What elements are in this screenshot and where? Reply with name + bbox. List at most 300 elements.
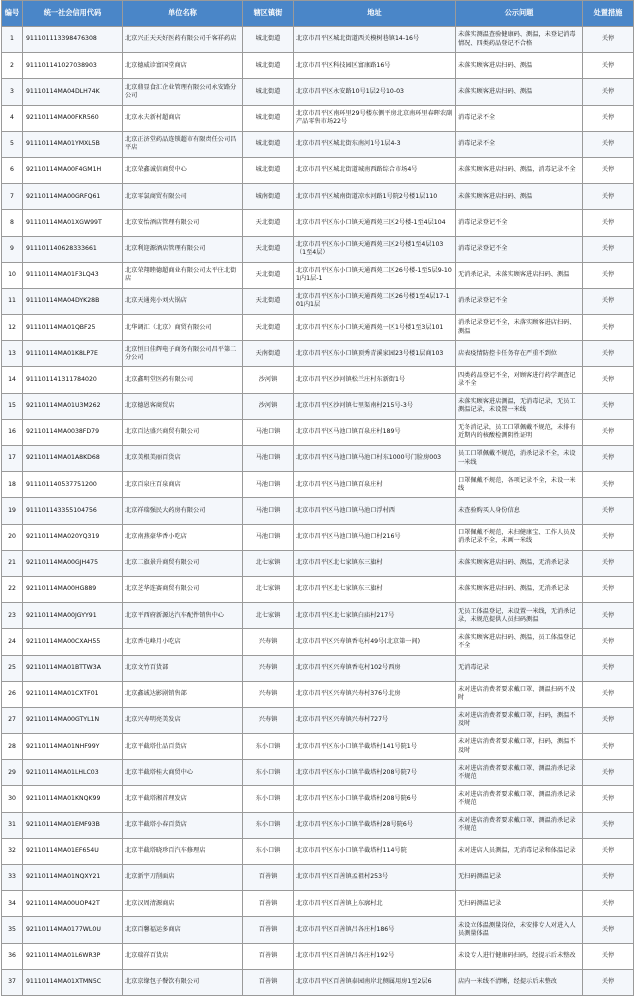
- row-issue: 消杀记录登记不全，未落实顾客进店扫码、测温: [456, 315, 583, 341]
- row-credit-code: 92110114MA01U3M262: [23, 393, 123, 419]
- table-row: [2, 105, 634, 131]
- row-index: 31: [2, 812, 23, 838]
- row-unit-name: 北京平截塔湘首理发店: [123, 786, 243, 812]
- row-action: 关停: [583, 760, 634, 786]
- table-row: [2, 524, 634, 550]
- row-unit-name: 北京百泉庄百泉商店: [123, 472, 243, 498]
- row-issue: 未对进店消费者要求戴口罩，扫码，测温不及时: [456, 707, 583, 733]
- row-index: 34: [2, 891, 23, 917]
- table-row: [2, 655, 634, 681]
- row-address: 北京市昌平区马池口镇百泉庄村189号: [294, 419, 456, 445]
- table-row: [2, 707, 634, 733]
- row-action: 关停: [583, 943, 634, 969]
- row-unit-name: 北京荣鑫诚信商贸中心: [123, 157, 243, 183]
- row-address: 北京市昌平区永安路10号1层2号10-03: [294, 79, 456, 105]
- table-row: [2, 734, 634, 760]
- row-issue: 消毒记录不全: [456, 131, 583, 157]
- row-credit-code: 91110114MA01F3LQ43: [23, 262, 123, 288]
- row-unit-name: 北京荣翔睦德超商业有限公司太平庄北街店: [123, 262, 243, 288]
- row-issue: 店表疫情防控卡任务存在严重不到位: [456, 341, 583, 367]
- table-row: [2, 603, 634, 629]
- row-action: 关停: [583, 655, 634, 681]
- row-credit-code: 92110114MA00HG889: [23, 576, 123, 602]
- row-index: 4: [2, 105, 23, 131]
- row-address: 北京市昌平区百善镇孟祖村253号: [294, 865, 456, 891]
- notice-table-sheet: [1, 0, 633, 996]
- row-unit-name: 北京兴寿明亮美发店: [123, 707, 243, 733]
- table-row: [2, 393, 634, 419]
- row-unit-name: 北京鑫诚达影剧销售部: [123, 681, 243, 707]
- row-credit-code: 92110114MA00GTYL1N: [23, 707, 123, 733]
- row-action: 关停: [583, 734, 634, 760]
- row-district: 马池口镇: [243, 524, 294, 550]
- header-issue: 公示问题: [456, 1, 583, 27]
- row-action: 关停: [583, 184, 634, 210]
- row-credit-code: 91110114MA01XGW99T: [23, 210, 123, 236]
- row-index: 32: [2, 838, 23, 864]
- row-action: 关停: [583, 786, 634, 812]
- row-index: 29: [2, 760, 23, 786]
- row-action: 关停: [583, 53, 634, 79]
- row-credit-code: 92110114MA01EF654U: [23, 838, 123, 864]
- row-action: 关停: [583, 917, 634, 943]
- row-address: 北京市昌平区百善镇吕各庄村192号: [294, 943, 456, 969]
- row-address: 北京市昌平区北七家镇东三旗村: [294, 550, 456, 576]
- table-row: [2, 315, 634, 341]
- row-unit-name: 北京京缘包子餐饮有限公司: [123, 969, 243, 995]
- row-issue: 未对进店人员测温，无消毒记录和体温记录: [456, 838, 583, 864]
- row-index: 37: [2, 969, 23, 995]
- row-credit-code: 92110114MA00GJH475: [23, 550, 123, 576]
- table-row: [2, 131, 634, 157]
- table-row: [2, 498, 634, 524]
- row-unit-name: 北京百达盛兴商贸有限公司: [123, 419, 243, 445]
- row-issue: 消毒记录不全: [456, 105, 583, 131]
- row-unit-name: 北京德威诊富国堂商店: [123, 53, 243, 79]
- row-index: 17: [2, 446, 23, 472]
- row-district: 天南街道: [243, 341, 294, 367]
- row-credit-code: 92110114MA01A8KD68: [23, 446, 123, 472]
- row-unit-name: 北京恒日佳辉电子商务有限公司昌平第二分公司: [123, 341, 243, 367]
- row-issue: 员工口罩佩戴不规范，消杀记录不全，未设一米线: [456, 446, 583, 472]
- row-index: 13: [2, 341, 23, 367]
- table-row: [2, 865, 634, 891]
- table-row: [2, 184, 634, 210]
- table-header-row: [2, 1, 634, 27]
- table-row: [2, 812, 634, 838]
- row-address: 北京市昌平区科技园区富康路16号: [294, 53, 456, 79]
- row-district: 兴寿镇: [243, 681, 294, 707]
- row-address: 北京市昌平区北七家镇东三旗村: [294, 576, 456, 602]
- row-credit-code: 92110114MA00FKR560: [23, 105, 123, 131]
- row-issue: 未落实顾客进店扫码、测温: [456, 79, 583, 105]
- row-action: 关停: [583, 393, 634, 419]
- table-row: [2, 367, 634, 393]
- row-action: 关停: [583, 27, 634, 53]
- table-row: [2, 157, 634, 183]
- row-index: 28: [2, 734, 23, 760]
- row-unit-name: 北京平西府新源达汽车配件销售中心: [123, 603, 243, 629]
- row-action: 关停: [583, 105, 634, 131]
- table-row: [2, 288, 634, 314]
- row-index: 5: [2, 131, 23, 157]
- table-row: [2, 472, 634, 498]
- table-body: [2, 27, 634, 996]
- row-credit-code: 91110114MA04DLH74K: [23, 79, 123, 105]
- header-index: 编号: [2, 1, 23, 27]
- row-district: 北七家镇: [243, 603, 294, 629]
- row-district: 马池口镇: [243, 498, 294, 524]
- row-address: 北京市昌平区兴寿镇香屯村102号西房: [294, 655, 456, 681]
- row-action: 关停: [583, 707, 634, 733]
- row-index: 11: [2, 288, 23, 314]
- row-index: 18: [2, 472, 23, 498]
- row-address: 北京市昌平区东小口镇天通西苑二区26号楼-1至5层9-101内1层-1: [294, 262, 456, 288]
- row-action: 关停: [583, 812, 634, 838]
- row-district: 百善镇: [243, 969, 294, 995]
- row-unit-name: 北京芝华连赛商贸有限公司: [123, 576, 243, 602]
- row-issue: 四类药品登记不全，对顾客进行药学调查记录不全: [456, 367, 583, 393]
- row-district: 兴寿镇: [243, 707, 294, 733]
- row-index: 26: [2, 681, 23, 707]
- row-action: 关停: [583, 576, 634, 602]
- row-address: 北京市昌平区东小口镇天通西苑二区26号楼1至4层17-101内1层: [294, 288, 456, 314]
- table-row: [2, 681, 634, 707]
- row-address: 北京市昌平区百善镇泰园南岸北侧属用房1至2层6: [294, 969, 456, 995]
- row-unit-name: 北京德恩客商贸店: [123, 393, 243, 419]
- header-credit-code: 统一社会信用代码: [23, 1, 123, 27]
- row-action: 关停: [583, 288, 634, 314]
- row-district: 城北街道: [243, 79, 294, 105]
- row-index: 27: [2, 707, 23, 733]
- row-credit-code: 91110114MA01QBF25: [23, 315, 123, 341]
- row-issue: 无扫码测温记录: [456, 865, 583, 891]
- row-address: 北京市昌平区东小口镇顶秀青溪家园23号楼1层商103: [294, 341, 456, 367]
- row-district: 东小口镇: [243, 760, 294, 786]
- row-credit-code: 92110114MA01CXTF01: [23, 681, 123, 707]
- row-credit-code: 92110114MA00GRFQ61: [23, 184, 123, 210]
- header-action: 处置措施: [583, 1, 634, 27]
- row-index: 14: [2, 367, 23, 393]
- row-action: 关停: [583, 315, 634, 341]
- row-district: 天北街道: [243, 288, 294, 314]
- row-issue: 未落实顾客进店扫码、测温，员工体温登记不全: [456, 629, 583, 655]
- row-unit-name: 北京瑞祥百货店: [123, 943, 243, 969]
- row-action: 关停: [583, 210, 634, 236]
- row-credit-code: 911101113398476308: [23, 27, 123, 53]
- row-address: 北京市昌平区东小口镇半截塔村208号院7号: [294, 760, 456, 786]
- row-unit-name: 北京鑫明堂医药有限公司: [123, 367, 243, 393]
- row-credit-code: 911101140628333661: [23, 236, 123, 262]
- row-address: 北京市昌平区东小口镇天通西苑一区1号楼1至3层101: [294, 315, 456, 341]
- table-row: [2, 917, 634, 943]
- row-district: 北七家镇: [243, 576, 294, 602]
- row-unit-name: 北京半截塔晓珍百汽车修理店: [123, 838, 243, 864]
- row-credit-code: 92110114MA01LHLC03: [23, 760, 123, 786]
- row-index: 24: [2, 629, 23, 655]
- row-credit-code: 92110114MA01EMF93B: [23, 812, 123, 838]
- row-index: 16: [2, 419, 23, 445]
- row-index: 25: [2, 655, 23, 681]
- row-credit-code: 91110114MA01XTMN5C: [23, 969, 123, 995]
- row-unit-name: 北京半截塔桂大商贸中心: [123, 760, 243, 786]
- row-action: 关停: [583, 969, 634, 995]
- row-unit-name: 北京二旗景升商贸有限公司: [123, 550, 243, 576]
- row-unit-name: 北京香屯峰月小吃店: [123, 629, 243, 655]
- row-address: 北京市昌平区兴寿镇兴寿村727号: [294, 707, 456, 733]
- row-address: 北京市昌平区南环里29号楼东侧平房北京南环里春晖农副产品零售市场22号: [294, 105, 456, 131]
- row-issue: 未对进店消费者要求戴口罩、测温扫码不及时: [456, 681, 583, 707]
- row-district: 马池口镇: [243, 419, 294, 445]
- row-issue: 未对进店消费者要求戴口罩、测温消杀记录不规范: [456, 812, 583, 838]
- row-district: 城北街道: [243, 27, 294, 53]
- row-district: 东小口镇: [243, 812, 294, 838]
- table-row: [2, 760, 634, 786]
- row-unit-name: 北京汉周清源商店: [123, 891, 243, 917]
- row-district: 城北街道: [243, 53, 294, 79]
- row-index: 7: [2, 184, 23, 210]
- row-credit-code: 91110114MA01YMXL5B: [23, 131, 123, 157]
- table-row: [2, 576, 634, 602]
- row-district: 东小口镇: [243, 734, 294, 760]
- row-issue: 未落实顾客进店扫码、测温: [456, 53, 583, 79]
- row-credit-code: 92110114MA0177WL0U: [23, 917, 123, 943]
- row-index: 35: [2, 917, 23, 943]
- row-address: 北京市昌平区东小口镇半截塔村208号院6号: [294, 786, 456, 812]
- row-action: 关停: [583, 419, 634, 445]
- row-address: 北京市昌平区东小口镇半截塔村114号院: [294, 838, 456, 864]
- row-district: 天北街道: [243, 315, 294, 341]
- table-row: [2, 446, 634, 472]
- row-issue: 未落实顾客进店测温，无消毒记录，无员工测温记录，未设置一米线: [456, 393, 583, 419]
- row-address: 北京市昌平区兴寿镇兴寿村376号北房: [294, 681, 456, 707]
- row-action: 关停: [583, 498, 634, 524]
- row-unit-name: 北京永夫新村超商店: [123, 105, 243, 131]
- row-unit-name: 北京百馨福运多商店: [123, 917, 243, 943]
- row-action: 关停: [583, 629, 634, 655]
- row-unit-name: 北京南燕豪华香小吃店: [123, 524, 243, 550]
- row-district: 百善镇: [243, 865, 294, 891]
- row-action: 关停: [583, 524, 634, 550]
- row-issue: 未落实顾客进店扫码、测温，无消杀记录: [456, 576, 583, 602]
- row-issue: 未对进店消费者要求戴口罩、测温消杀记录不规范: [456, 786, 583, 812]
- table-row: [2, 236, 634, 262]
- row-credit-code: 92110114MA00F4GM1H: [23, 157, 123, 183]
- row-issue: 口罩佩戴不规范，各项记录不全，未设一米线: [456, 472, 583, 498]
- row-action: 关停: [583, 262, 634, 288]
- table-row: [2, 550, 634, 576]
- row-action: 关停: [583, 131, 634, 157]
- header-unit-name: 单位名称: [123, 1, 243, 27]
- row-address: 北京市昌平区兴寿镇香屯村49号(北京第一间): [294, 629, 456, 655]
- row-credit-code: 911101140537751200: [23, 472, 123, 498]
- row-action: 关停: [583, 236, 634, 262]
- row-index: 33: [2, 865, 23, 891]
- row-district: 天北街道: [243, 236, 294, 262]
- inspection-table: [1, 0, 634, 996]
- row-address: 北京市昌平区马池口镇马池口村东1000号门脸房003: [294, 446, 456, 472]
- row-issue: 未落实测温查验健康码、测温，未登记消毒情况、四类药品登记不合格: [456, 27, 583, 53]
- row-district: 城北街道: [243, 131, 294, 157]
- row-action: 关停: [583, 838, 634, 864]
- row-issue: 未对进店消费者要求戴口罩、测温消杀记录不规范: [456, 760, 583, 786]
- row-action: 关停: [583, 603, 634, 629]
- row-address: 北京市昌平区沙河镇松兰庄村东新街1号: [294, 367, 456, 393]
- row-credit-code: 92110114MA01KNQK99: [23, 786, 123, 812]
- table-row: [2, 943, 634, 969]
- row-issue: 未设立体温测量岗位，未安排专人对进入人员测量体温: [456, 917, 583, 943]
- row-district: 沙河镇: [243, 367, 294, 393]
- row-district: 百善镇: [243, 917, 294, 943]
- row-credit-code: 92110114MA00UOP42T: [23, 891, 123, 917]
- row-address: 北京市昌平区百善镇上东廓村北: [294, 891, 456, 917]
- row-issue: 未落实顾客进店扫码、测温，无消杀记录: [456, 550, 583, 576]
- row-index: 1: [2, 27, 23, 53]
- row-unit-name: 北京新宇刀削面店: [123, 865, 243, 891]
- row-index: 23: [2, 603, 23, 629]
- row-credit-code: 92110114MA01BTTW3A: [23, 655, 123, 681]
- row-credit-code: 91110114MA01K8LP7E: [23, 341, 123, 367]
- row-index: 12: [2, 315, 23, 341]
- row-district: 东小口镇: [243, 838, 294, 864]
- row-index: 30: [2, 786, 23, 812]
- row-action: 关停: [583, 550, 634, 576]
- table-row: [2, 262, 634, 288]
- row-address: 北京市昌平区马池口镇马池口村216号: [294, 524, 456, 550]
- row-credit-code: 911101141311784020: [23, 367, 123, 393]
- row-action: 关停: [583, 891, 634, 917]
- row-district: 百善镇: [243, 891, 294, 917]
- table-row: [2, 786, 634, 812]
- row-issue: 无扫码测温记录: [456, 891, 583, 917]
- row-address: 北京市昌平区马池口镇马池口浮村西: [294, 498, 456, 524]
- row-unit-name: 北京平截塔仕品百货店: [123, 734, 243, 760]
- header-address: 地址: [294, 1, 456, 27]
- row-issue: 消毒记录登记不全: [456, 210, 583, 236]
- row-issue: 无消毒记录: [456, 655, 583, 681]
- row-unit-name: 北京文竹百货部: [123, 655, 243, 681]
- row-issue: 未设专人进行健康码扫码，经提示后未整改: [456, 943, 583, 969]
- row-address: 北京市昌平区东小口镇半截塔村28号院6号: [294, 812, 456, 838]
- row-address: 北京市昌平区城北街道城南西路综合市场4号: [294, 157, 456, 183]
- row-unit-name: 北京半截塔小春百货店: [123, 812, 243, 838]
- table-row: [2, 969, 634, 995]
- table-row: [2, 629, 634, 655]
- row-issue: 无员工体温登记，未设置一米线，无消杀记录，未规范提供人员扫码测温: [456, 603, 583, 629]
- row-district: 城南街道: [243, 184, 294, 210]
- row-action: 关停: [583, 79, 634, 105]
- row-district: 北七家镇: [243, 550, 294, 576]
- row-unit-name: 北华调汇（北京）商贸有限公司: [123, 315, 243, 341]
- row-issue: 未查验购买人身份信息: [456, 498, 583, 524]
- row-credit-code: 92110114MA01L6WR3P: [23, 943, 123, 969]
- row-unit-name: 北京正济堂药品连锁超市有限责任公司昌平店: [123, 131, 243, 157]
- row-credit-code: 92110114MA01NQXY21: [23, 865, 123, 891]
- row-index: 36: [2, 943, 23, 969]
- row-unit-name: 北京零氯商贸有限公司: [123, 184, 243, 210]
- table-row: [2, 27, 634, 53]
- row-index: 6: [2, 157, 23, 183]
- row-action: 关停: [583, 681, 634, 707]
- row-address: 北京市昌平区沙河镇七里渠南村215号-3号: [294, 393, 456, 419]
- row-address: 北京市昌平区城北街东南河1号1层4-3: [294, 131, 456, 157]
- row-credit-code: 92110114MA01NHF99Y: [23, 734, 123, 760]
- row-action: 关停: [583, 446, 634, 472]
- row-issue: 消杀记录登记不全: [456, 288, 583, 314]
- row-district: 百善镇: [243, 943, 294, 969]
- table-row: [2, 341, 634, 367]
- row-index: 21: [2, 550, 23, 576]
- row-unit-name: 北京安怡酒店管理有限公司: [123, 210, 243, 236]
- row-credit-code: 911101141027038903: [23, 53, 123, 79]
- row-action: 关停: [583, 367, 634, 393]
- table-row: [2, 79, 634, 105]
- row-unit-name: 北京兴正天天好医药有限公司千客祥药店: [123, 27, 243, 53]
- row-address: 北京市昌平区东小口镇天通西苑三区2号楼1至4层103（1至4层）: [294, 236, 456, 262]
- table-row: [2, 891, 634, 917]
- row-issue: 未落实顾客进店扫码、测温，消毒记录不全: [456, 157, 583, 183]
- row-address: 北京市昌平区东小口镇天通西苑三区2号楼-1至4层104: [294, 210, 456, 236]
- row-address: 北京市昌平区北七家镇白庙村217号: [294, 603, 456, 629]
- row-index: 3: [2, 79, 23, 105]
- row-index: 10: [2, 262, 23, 288]
- row-credit-code: 911101143355104756: [23, 498, 123, 524]
- row-issue: 无消杀记录，未落实顾客进店扫码、测温: [456, 262, 583, 288]
- row-address: 北京市昌平区城南街道凉水河路1号院2号楼1层110: [294, 184, 456, 210]
- row-unit-name: 北京美根美丽百货店: [123, 446, 243, 472]
- row-issue: 无冬消记录，员工口罩佩戴不规范，未排有近期内的核酸检测阴性证明: [456, 419, 583, 445]
- table-row: [2, 210, 634, 236]
- row-action: 关停: [583, 472, 634, 498]
- row-index: 19: [2, 498, 23, 524]
- row-address: 北京市昌平区百善镇吕各庄村186号: [294, 917, 456, 943]
- table-row: [2, 419, 634, 445]
- row-issue: 未落实顾客进店扫码、测温: [456, 184, 583, 210]
- row-issue: 店内一米线不清晰，经提示后未整改: [456, 969, 583, 995]
- row-index: 8: [2, 210, 23, 236]
- header-district: 辖区镇街: [243, 1, 294, 27]
- row-index: 22: [2, 576, 23, 602]
- row-district: 天北街道: [243, 262, 294, 288]
- row-district: 城北街道: [243, 105, 294, 131]
- row-credit-code: 91110114MA04DYK28B: [23, 288, 123, 314]
- row-index: 9: [2, 236, 23, 262]
- row-district: 城北街道: [243, 157, 294, 183]
- row-district: 马池口镇: [243, 472, 294, 498]
- row-action: 关停: [583, 865, 634, 891]
- row-credit-code: 92110114MA00CXAH55: [23, 629, 123, 655]
- row-district: 兴寿镇: [243, 655, 294, 681]
- row-unit-name: 北京天通苑小刘火锅店: [123, 288, 243, 314]
- row-index: 20: [2, 524, 23, 550]
- table-row: [2, 838, 634, 864]
- row-unit-name: 北京鼎显食汇企业管理有限公司永安路分公司: [123, 79, 243, 105]
- row-issue: 口罩佩戴不规范，未扫健康宝、工作人员及消杀记录不全，未画一米线: [456, 524, 583, 550]
- row-address: 北京市昌平区东小口镇半截塔村141号院1号: [294, 734, 456, 760]
- row-credit-code: 92110114MA020YQ319: [23, 524, 123, 550]
- table-row: [2, 53, 634, 79]
- row-unit-name: 北京利迎源酒店管理有限公司: [123, 236, 243, 262]
- row-action: 关停: [583, 157, 634, 183]
- row-district: 兴寿镇: [243, 629, 294, 655]
- row-credit-code: 92110114MA0038FD79: [23, 419, 123, 445]
- row-district: 东小口镇: [243, 786, 294, 812]
- row-credit-code: 92110114MA00JGYY91: [23, 603, 123, 629]
- row-address: 北京市昌平区城北街道西关模树巷镇14-16号: [294, 27, 456, 53]
- row-address: 北京市昌平区马池口镇百泉庄村: [294, 472, 456, 498]
- row-district: 马池口镇: [243, 446, 294, 472]
- row-district: 沙河镇: [243, 393, 294, 419]
